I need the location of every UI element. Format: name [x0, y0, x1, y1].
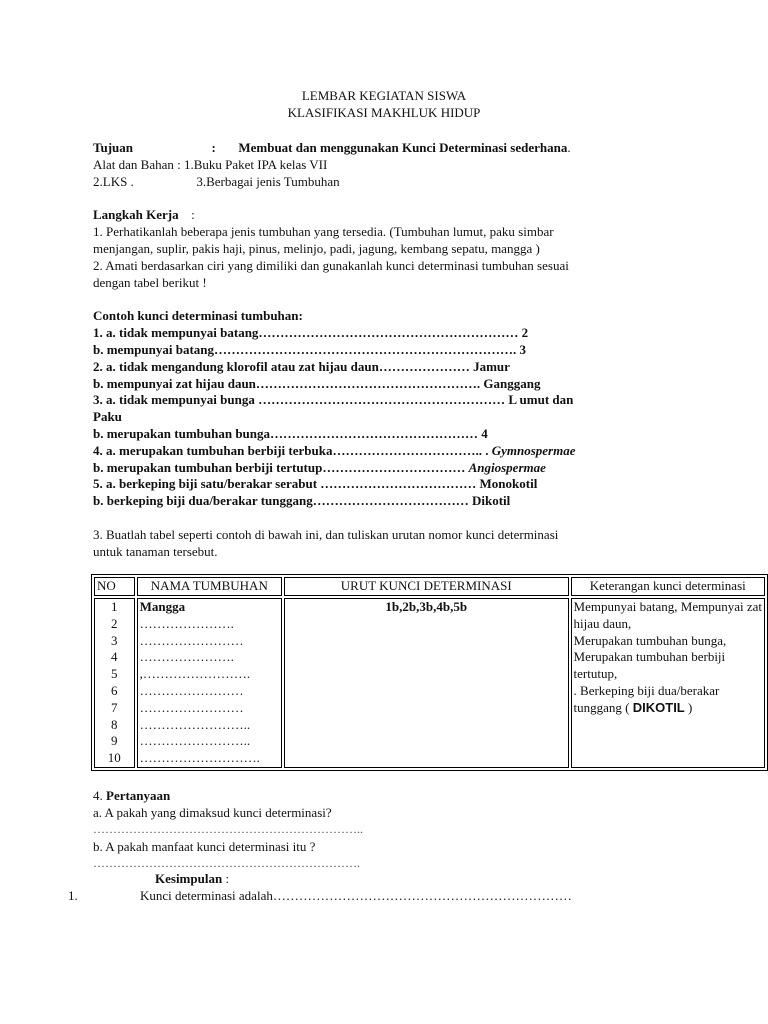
kunci-line: 4. a. merupakan tumbuhan berbiji terbuka…………………………….. . Gymnospermae: [93, 443, 576, 458]
pertanyaan-heading-row: [93, 787, 170, 804]
plant-name: ……………………: [139, 632, 244, 648]
plant-name: ,…………………….: [139, 666, 251, 682]
kunci-line: b. merupakan tumbuhan bunga………………………………………… 4: [93, 426, 488, 441]
row-number: 3: [111, 632, 118, 648]
kesimpulan-num: 1.: [68, 888, 78, 903]
tujuan-label: Tujuan: [93, 140, 133, 155]
row-number: 5: [111, 666, 118, 682]
keterangan-line: Mempunyai batang, Mempunyai zat: [573, 599, 762, 614]
alat-bahan: Alat dan Bahan : 1.Buku Paket IPA kelas VII: [93, 157, 328, 172]
kunci-line: 5. a. berkeping biji satu/berakar serabut ……………………………… Monokotil: [93, 476, 538, 491]
kunci-line: 2. a. tidak mengandung klorofil atau zat hijau daun………………… Jamur: [93, 359, 510, 374]
keterangan-line: . Berkeping biji dua/berakar: [573, 682, 720, 698]
plant-name: ………………….: [139, 615, 234, 631]
step1-line1: [93, 223, 554, 240]
tujuan-value: Membuat dan menggunakan Kunci Determinasi sederhana: [238, 140, 568, 155]
kunci-line: 3. a. tidak mempunyai bunga ………………………………………………… L umut dan: [93, 392, 574, 407]
step1-num: 1: [93, 224, 100, 239]
langkah-heading: Langkah Kerja: [93, 207, 179, 222]
row-number: 10: [107, 750, 121, 766]
row-number: 1: [111, 599, 118, 614]
kesimpulan-colon: :: [222, 871, 230, 886]
kunci-column: [284, 598, 569, 768]
pertanyaan-num: 4.: [93, 788, 106, 803]
header-urut: URUT KUNCI DETERMINASI: [284, 577, 569, 596]
dikotil-label: DIKOTIL: [632, 699, 685, 715]
page-title-line2: KLASIFIKASI MAKHLUK HIDUP: [287, 105, 481, 120]
tujuan-period: .: [567, 140, 571, 155]
kunci-sequence: 1b,2b,3b,4b,5b: [385, 599, 468, 614]
number-column: [94, 598, 135, 768]
question-a: a. A pakah yang dimaksud kunci determinasi?: [93, 805, 332, 820]
plant-name: ……………………: [139, 682, 244, 698]
plant-name: ……………………..: [139, 716, 251, 732]
plant-name: ……………………….: [139, 750, 260, 766]
kunci-line: 1. a. tidak mempunyai batang…………………………………………………… 2: [93, 325, 529, 340]
langkah-colon: :: [191, 207, 195, 222]
langkah-heading-row: [93, 206, 195, 223]
header-keterangan: Keterangan kunci determinasi: [571, 577, 765, 596]
table-body-row: [94, 598, 765, 768]
step2-line1: 2. Amati berdasarkan ciri yang dimiliki dan gunakanlah kunci determinasi tumbuhan sesuai: [93, 258, 569, 273]
kesimpulan-heading: Kesimpulan: [155, 871, 223, 886]
pertanyaan-heading: Pertanyaan: [106, 788, 171, 803]
row-number: 7: [111, 699, 118, 715]
keterangan-line: Merupakan tumbuhan bunga,: [573, 632, 727, 648]
kunci-heading: Contoh kunci determinasi tumbuhan:: [93, 308, 303, 323]
keterangan-column: [571, 598, 765, 768]
header-no: NO: [94, 577, 135, 596]
plant-name: ……………………..: [139, 733, 251, 749]
answer-b-dots: ………………………………………………………….: [93, 856, 360, 870]
keterangan-line: tertutup,: [573, 666, 618, 682]
kunci-line: b. berkeping biji dua/berakar tunggang……………………………… Dikotil: [93, 493, 511, 508]
lks-row: [93, 173, 340, 190]
page-title-line1: LEMBAR KEGIATAN SISWA: [301, 88, 467, 103]
table-header-row: [94, 577, 765, 596]
row-number: 8: [111, 716, 118, 732]
step3-line1: 3. Buatlah tabel seperti contoh di bawah ini, dan tuliskan urutan nomor kunci determinasi: [93, 527, 559, 542]
plant-name: ……………………: [139, 699, 244, 715]
plant-name: Mangga: [139, 599, 186, 614]
tujuan-row: [93, 139, 571, 156]
step2-line2: dengan tabel berikut !: [93, 275, 207, 290]
kesimpulan-heading-row: [155, 871, 229, 887]
kunci-line: b. mempunyai batang……………………………………………………………. 3: [93, 342, 526, 357]
determinasi-table: [91, 574, 768, 771]
step3-line2: untuk tanaman tersebut.: [93, 544, 218, 559]
keterangan-line: Merupakan tumbuhan berbiji: [573, 649, 726, 665]
header-nama: NAMA TUMBUHAN: [137, 577, 282, 596]
lks-item3: 3.Berbagai jenis Tumbuhan: [196, 174, 340, 189]
kunci-line: Paku: [93, 409, 122, 424]
row-number: 4: [111, 649, 118, 665]
name-column: [137, 598, 282, 768]
row-number: 9: [111, 733, 118, 749]
lks-label: 2.LKS .: [93, 174, 134, 189]
row-number: 2: [111, 615, 118, 631]
answer-a-dots: …………………………………………………………..: [93, 822, 363, 836]
kunci-line: b. merupakan tumbuhan berbiji tertutup…………………………… Angiospermae: [93, 460, 546, 475]
kunci-line: b. mempunyai zat hijau daun……………………………………………. Ganggang: [93, 376, 541, 391]
step1-text: . Perhatikanlah beberapa jenis tumbuhan yang tersedia. (Tumbuhan lumut, paku simbar: [99, 224, 554, 239]
keterangan-line: hijau daun,: [573, 615, 632, 631]
plant-name: ………………….: [139, 649, 234, 665]
question-b: b. A pakah manfaat kunci determinasi itu ?: [93, 839, 316, 854]
row-number: 6: [111, 682, 118, 698]
tujuan-colon: :: [211, 140, 216, 155]
keterangan-line-last: tunggang ( DIKOTIL ): [573, 699, 693, 715]
kesimpulan-text: Kunci determinasi adalah……………………………………………………………: [140, 888, 572, 903]
step1-line2: menjangan, suplir, pakis haji, pinus, melinjo, padi, jagung, kembang sepatu, mangga ): [93, 241, 540, 256]
